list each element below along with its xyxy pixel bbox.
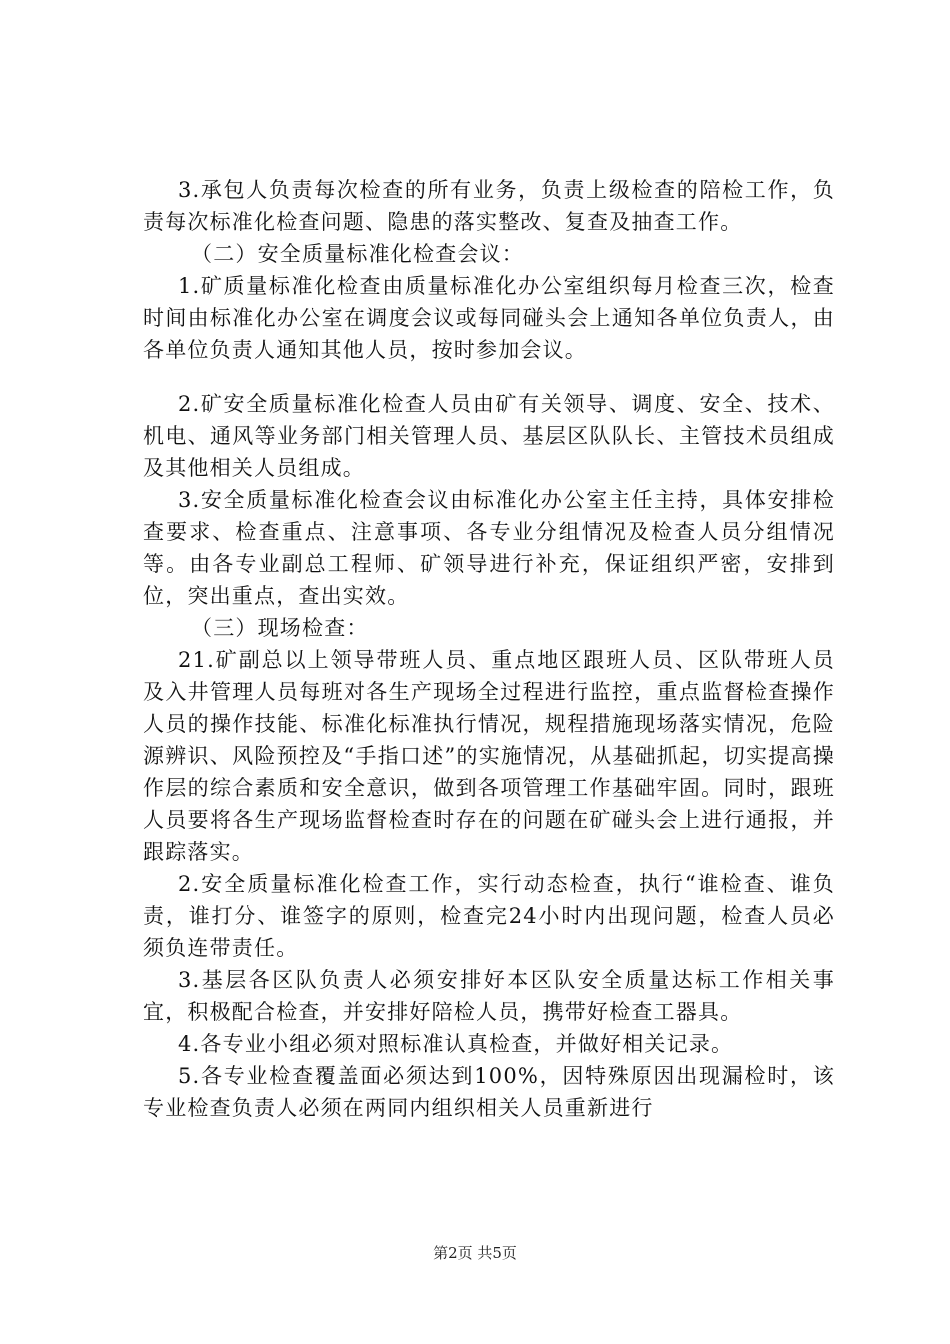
paragraph-4-records: 4.各专业小组必须对照标准认真检查，并做好相关记录。 xyxy=(178,1032,734,1056)
page-number-footer: 第2页 共5页 xyxy=(433,1244,517,1262)
section-heading-field-inspection: （三）现场检查： xyxy=(191,616,369,640)
paragraph-1-meeting: 1.矿质量标准化检查由质量标准化办公室组织每月检查三次，检查时间由标准化办公室在调度会议或每同碰头会上通知各单位负责人，由各单位负责人通知其他人员，按时参加会议。 xyxy=(143,274,835,362)
paragraph-5-coverage: 5.各专业检查覆盖面必须达到100%，因特殊原因出现漏检时，该专业检查负责人必须在两同内组织相关人员重新进行 xyxy=(143,1064,835,1120)
paragraph-3-contractor: 3.承包人负责每次检查的所有业务，负责上级检查的陪检工作，负责每次标准化检查问题、隐患的落实整改、复查及抽查工作。 xyxy=(143,178,835,234)
paragraph-3-meeting-host: 3.安全质量标准化检查会议由标准化办公室主任主持，具体安排检查要求、检查重点、注意事项、各专业分组情况及检查人员分组情况等。由各专业副总工程师、矿领导进行补充，保证组织严密，安排到位，突出重点，查出实效。 xyxy=(143,488,835,608)
paragraph-2-inspectors: 2.矿安全质量标准化检查人员由矿有关领导、调度、安全、技术、机电、通风等业务部门相关管理人员、基层区队队长、主管技术员组成及其他相关人员组成。 xyxy=(143,392,835,480)
section-heading-meeting: （二）安全质量标准化检查会议： xyxy=(191,242,524,266)
paragraph-21-leaders: 21.矿副总以上领导带班人员、重点地区跟班人员、区队带班人员及入井管理人员每班对各生产现场全过程进行监控，重点监督检查操作人员的操作技能、标准化标准执行情况，规程措施现场落实情况，危险源辨识、风险预控及“手指口述”的实施情况，从基础抓起，切实提高操作层的综合素质和安全意识，做到各项管理工作基础牢固。同时，跟班人员要将各生产现场监督检查时存在的问题在矿碰头会上进行通报，并跟踪落实。 xyxy=(143,648,835,864)
paragraph-2-dynamic-check: 2.安全质量标准化检查工作，实行动态检查，执行“谁检查、谁负责，谁打分、谁签字的原则，检查完24小时内出现问题，检查人员必须负连带责任。 xyxy=(143,872,835,960)
paragraph-3-team-leaders: 3.基层各区队负责人必须安排好本区队安全质量达标工作相关事宜，积极配合检查，并安排好陪检人员，携带好检查工器具。 xyxy=(143,968,835,1024)
paragraph-spacer xyxy=(143,366,835,388)
document-body xyxy=(143,174,835,1124)
